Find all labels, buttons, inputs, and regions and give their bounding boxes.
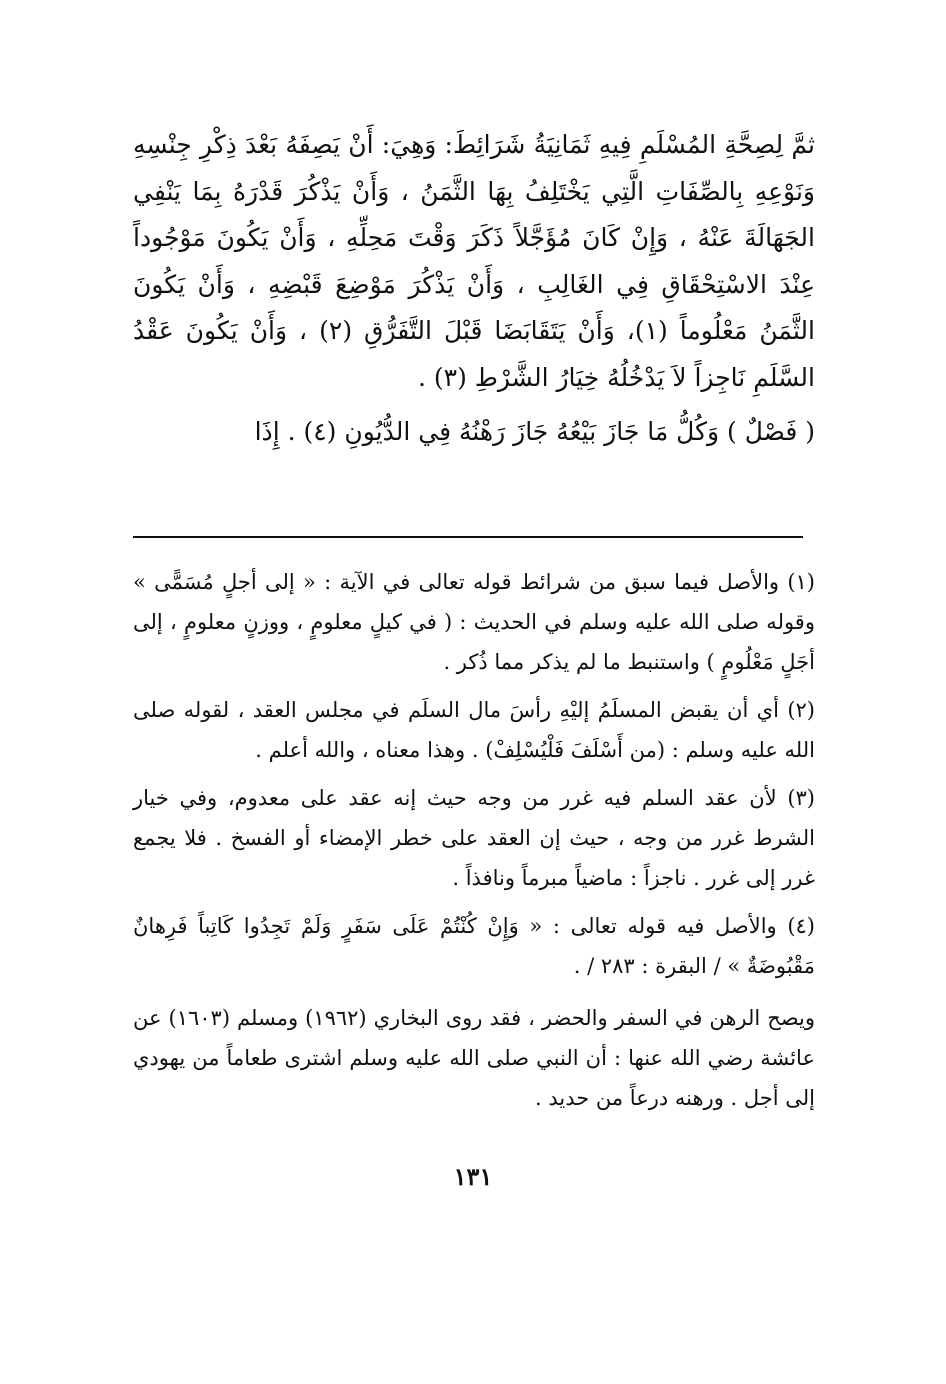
footnote-3: (٣) لأن عقد السلم فيه غرر من وجه حيث إنه عقد على معدوم، وفي خيار الشرط غرر من وجه ، حيث إن العقد على خطر الإمضاء أو الفسخ . فلا يجمع غرر إلى غرر . ناجزاً : ماضياً مبرماً ونافذاً . [133,786,815,890]
main-paragraph-conditions: ثمَّ لِصِحَّةِ المُسْلَمِ فِيهِ ثَمَانِيَةُ شَرَائِطَ: وَهِيَ: أَنْ يَصِفَهُ بَعْدَ ذِكْرِ جِنْسِهِ وَنَوْعِهِ بِالصِّفَاتِ الَّتِي يَخْتَلِفُ بِهَا الثَّمَنُ ، وَأَنْ يَذْكُرَ قَدْرَهُ بِمَا يَنْفِي الجَهَالَةَ عَنْهُ ، وَإِنْ كَانَ مُؤَجَّلاً ذَكَرَ وَقْتَ مَحِلِّهِ ، وَأَنْ يَكُونَ مَوْجُوداً عِنْدَ الاسْتِحْقَاقِ فِي الغَالِبِ ، وَأَنْ يَذْكُرَ مَوْضِعَ قَبْضِهِ ، وَأَنْ يَكُونَ الثَّمَنُ مَعْلُوماً (١)، وَأَنْ يَتَقَابَضَا قَبْلَ التَّفَرُّقِ (٢) ، وَأَنْ يَكُونَ عَقْدُ السَّلَمِ نَاجِزاً لاَ يَدْخُلُهُ خِيَارُ الشَّرْطِ (٣) . [133,130,815,392]
footnote-note: ويصح الرهن في السفر والحضر ، فقد روى البخاري (١٩٦٢) ومسلم (١٦٠٣) عن عائشة رضي الله عنها : أن النبي صلى الله عليه وسلم اشترى طعاماً من يهودي إلى أجل . ورهنه درعاً من حديد . [133,1006,815,1110]
main-text [133,122,815,456]
footnote-4: (٤) والأصل فيه قوله تعالى : « وَإِنْ كُنْتُمْ عَلَى سَفَرٍ وَلَمْ تَجِدُوا كَاتِباً فَرِهانٌ مَقْبُوضَةٌ » / البقرة : ٢٨٣ / . [133,914,815,978]
footnote-divider [133,536,803,538]
page-number: ١٣١ [453,1162,493,1191]
main-paragraph-section-rahn: ( فَصْلٌ ) وَكُلُّ مَا جَازَ بَيْعُهُ جَازَ رَهْنُهُ فِي الدُّيُونِ (٤) . إِذَا [254,417,815,446]
footnote-1: (١) والأصل فيما سبق من شرائط قوله تعالى في الآية : « إلى أجلٍ مُسَمًّى » وقوله صلى الله عليه وسلم في الحديث : ( في كيلٍ معلومٍ ، ووزنٍ معلومٍ ، إلى أجَلٍ مَعْلُومٍ ) واستنبط ما لم يذكر مما ذُكر . [133,570,815,674]
footnote-2: (٢) أي أن يقبض المسلَمُ إليْهِ رأسَ مال السلَم في مجلس العقد ، لقوله صلى الله عليه وسلم : (من أَسْلَفَ فَلْيُسْلِفْ) . وهذا معناه ، والله أعلم . [133,698,815,762]
footnotes [133,562,815,1118]
